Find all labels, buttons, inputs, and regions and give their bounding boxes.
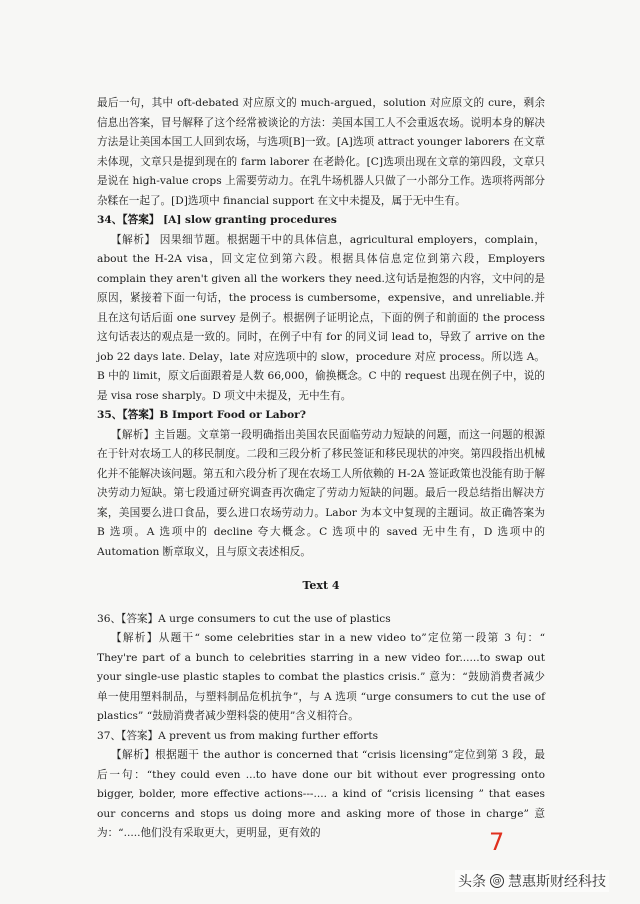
paragraph-analysis-33: 最后一句，其中 oft-debated 对应原文的 much-argued，solution 对应原文的 cure，剩余信息出答案，冒号解释了这个经常被谈论的方法：美国本国工人不会重返农场。说明本身的解决方法是让美国本国工人回到农场，与选项[B]一致。[A]选项 attract younger laborers 在文章未体现，文章只是提到现在的 farm laborer 在老龄化。[C]选项出现在文章的第四段，文章只是说在 high-value crops 上需要劳动力。在乳牛场机器人只做了一小部分工作。选项将两部分杂糅在一起了。[D]选项中 financial support 在文中未提及，属于无中生有。: [97, 97, 545, 207]
answer-36: 36、【答案】A urge consumers to cut the use of plastics: [97, 612, 391, 625]
section-title-text4: Text 4: [302, 579, 340, 592]
answer-34: 34、【答案】 [A] slow granting procedures: [97, 214, 337, 226]
page-number: 7: [489, 828, 505, 856]
analysis-35: 【解析】主旨题。文章第一段明确指出美国农民面临劳动力短缺的问题，而这一问题的根源在于针对农场工人的移民制度。二段和三段分析了移民签证和移民现状的冲突。第四段指出机械化并不能解决该问题。第五和六段分析了现在农场工人所依赖的 H-2A 签证政策也没能有助于解决劳动力短缺。第七段通过研究调查再次确定了劳动力短缺的问题。最后一段总结指出解决方案，美国要么进口食品，要么进口农场劳动力。Labor 为本文中复现的主题词。故正确答案为 B 选项。A 选项中的 decline 夸大概念。C 选项中的 saved 无中生有，D 选项中的 Automation 断章取义，且与原文表述相反。: [97, 428, 545, 558]
page-content: [97, 94, 545, 844]
answer-37: 37、【答案】A prevent us from making further efforts: [97, 729, 379, 742]
analysis-36: 【解析】从题干“ some celebrities star in a new video to”定位第一段第 3 句：“ They're part of a bunch to celebrities starring in a new video for......to swap out your single-use plastic staples to combat the plastics crisis.” 意为：“鼓励消费者减少单一使用塑料制品，与塑料制品危机抗争”，与 A 选项 “urge consumers to cut the use of plastics” “鼓励消费者减少塑料袋的使用”含义相符合。: [97, 632, 545, 722]
watermark-prefix: 头条: [458, 874, 486, 890]
watermark: [455, 870, 609, 892]
at-icon: @: [490, 874, 504, 888]
answer-35: 35、【答案】B Import Food or Labor?: [97, 409, 306, 421]
analysis-37: 【解析】根据题干 the author is concerned that “crisis licensing”定位到第 3 段，最后一句：“they could even ...to have done our bit without ever progressing onto bigger, bolder, more effective actions---.... a kind of “crisis licensing ” that eases our concerns and stops us doing more and asking more of those in charge” 意为：“.....他们没有采取更大，更明显，更有效的: [97, 749, 545, 839]
analysis-34: 【解析】 因果细节题。根据题干中的具体信息，agricultural employers，complain，about the H-2A visa，回文定位到第六段。根据具体信息定位到第六段，Employers complain they aren't given all the workers they need.这句话是抱怨的内容，文中问的是原因，紧接着下面一句话，the process is cumbersome，expensive，and unreliable.并且在这句话后面 one survey 是例子。根据例子证明论点，下面的例子和前面的 the process 这句话表达的观点是一致的。同时，在例子中有 for 的同义词 lead to，导致了 arrive on the job 22 days late. Delay，late 对应选项中的 slow，procedure 对应 process。所以选 A。 B 中的 limit，原文后面跟着是人数 66,000，偷换概念。C 中的 request 出现在例子中，说的是 visa rose sharply。D 项文中未提及，无中生有。: [97, 233, 545, 402]
watermark-account: 慧惠斯财经科技: [508, 874, 606, 890]
